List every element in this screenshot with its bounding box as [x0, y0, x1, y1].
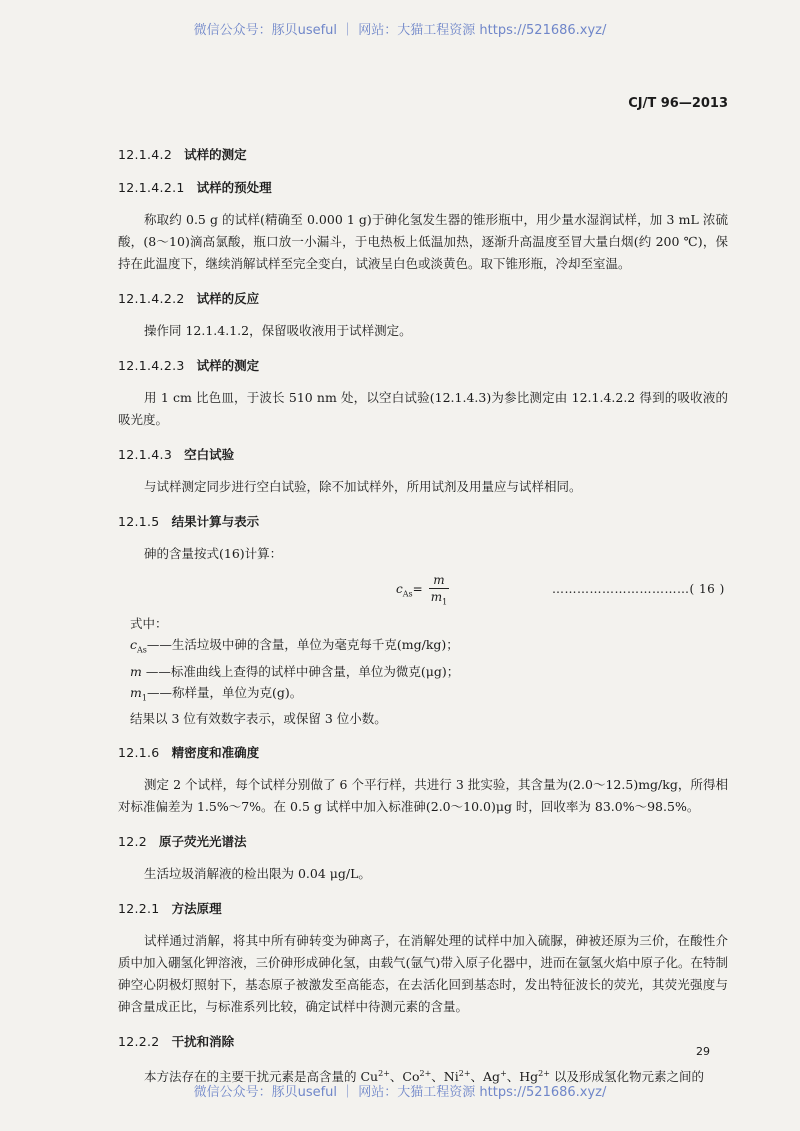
section-number: 12.1.6: [118, 745, 160, 760]
ion-ag: 、Ag: [470, 1069, 501, 1085]
watermark-top: 微信公众号：豚贝useful ｜ 网站：大猫工程资源 https://521686.xyz/: [193, 23, 607, 38]
paragraph-measurement: 用 1 cm 比色皿，于波长 510 nm 处，以空白试验(12.1.4.3)为参比测定由 12.1.4.2.2 得到的吸收液的吸光度。: [118, 390, 728, 427]
paragraph-precision: 测定 2 个试样，每个试样分别做了 6 个平行样，共进行 3 批实验，其含量为(2.0～12.5)mg/kg，所得相对标准偏差为 1.5%～7%。在 0.5 g 试样中加入标准砷(2.0～10.0)μg 时，回收率为 83.0%～98.5%。: [118, 777, 728, 814]
where-item: [118, 661, 728, 682]
heading-12-2: [118, 833, 728, 851]
section-number: 12.1.4.2.1: [118, 180, 185, 195]
section-title: 试样的预处理: [196, 180, 272, 195]
where-text: ——标准曲线上查得的试样中砷含量，单位为微克(μg)；: [141, 663, 460, 679]
where-title: 式中：: [130, 616, 168, 631]
heading-12-1-4-2: [118, 146, 728, 164]
where-item: [118, 682, 728, 709]
where-subscript: As: [137, 645, 147, 655]
section-number: 12.1.5: [118, 514, 160, 529]
eq-denominator-subscript: 1: [442, 597, 448, 607]
section-number: 12.2: [118, 834, 148, 849]
page-content: [118, 146, 728, 1088]
heading-12-1-4-3: [118, 446, 728, 464]
standard-code: CJ/T 96—2013: [628, 96, 728, 111]
ion-charge: 2+: [538, 1069, 550, 1078]
section-title: 干扰和消除: [171, 1034, 235, 1049]
heading-12-1-6: [118, 744, 728, 762]
page-number: 29: [696, 1045, 710, 1058]
interference-text-start: 本方法存在的主要干扰元素是高含量的: [144, 1069, 361, 1085]
where-symbol: m: [130, 663, 142, 679]
heading-12-1-5: [118, 513, 728, 531]
equation-16: [118, 573, 728, 613]
ion-charge: +: [500, 1069, 507, 1078]
equation-lhs: [396, 582, 423, 598]
paragraph-result-format: 结果以 3 位有效数字表示，或保留 3 位小数。: [130, 711, 387, 726]
eq-numerator: m: [433, 573, 445, 587]
watermark-bottom: 微信公众号：豚贝useful ｜ 网站：大猫工程资源 https://521686.xyz/: [193, 1085, 607, 1100]
section-title: 精密度和准确度: [171, 745, 260, 760]
paragraph-reaction: 操作同 12.1.4.1.2，保留吸收液用于试样测定。: [144, 323, 412, 338]
section-number: 12.1.4.2: [118, 147, 173, 162]
section-number: 12.1.4.3: [118, 447, 173, 462]
ion-charge: 2+: [378, 1069, 390, 1078]
fraction-bar: [429, 588, 449, 589]
eq-symbol-c: c: [396, 582, 403, 596]
heading-12-2-2: [118, 1033, 728, 1051]
equation-fraction: [429, 573, 449, 606]
section-number: 12.1.4.2.3: [118, 358, 185, 373]
where-text: ——称样量，单位为克(g)。: [146, 684, 303, 700]
ion-co: 、Co: [389, 1069, 420, 1085]
interference-text-end: 以及形成氢化物元素之间的: [549, 1069, 704, 1085]
paragraph-formula-intro: 砷的含量按式(16)计算：: [144, 546, 283, 561]
ion-ni: 、Ni: [431, 1069, 459, 1085]
where-symbol: c: [130, 637, 138, 652]
section-title: 试样的测定: [184, 147, 247, 162]
heading-12-1-4-2-3: [118, 357, 728, 375]
section-number: 12.1.4.2.2: [118, 291, 185, 306]
ion-hg: 、Hg: [506, 1069, 539, 1085]
section-number: 12.2.2: [118, 1034, 160, 1049]
paragraph-pretreatment: 称取约 0.5 g 的试样(精确至 0.000 1 g)于砷化氢发生器的锥形瓶中，用少量水湿润试样，加 3 mL 浓硫酸，(8～10)滴高氯酸，瓶口放一小漏斗，于电热板上低温加热，逐渐升高温度至冒大量白烟(约 200 ℃)，保持在此温度下，继续消解试样至完全变白，试液呈白色或淡黄色。取下锥形瓶，冷却至室温。: [118, 212, 728, 271]
eq-denominator-symbol: m: [430, 590, 443, 604]
heading-12-1-4-2-2: [118, 290, 728, 308]
paragraph-principle: 试样通过消解，将其中所有砷转变为砷离子，在消解处理的试样中加入硫脲，砷被还原为三价，在酸性介质中加入硼氢化钾溶液，三价砷形成砷化氢，由载气(氩气)带入原子化器中，进而在氩氢火焰中原子化。在特制砷空心阴极灯照射下，基态原子被激发至高能态，在去活化回到基态时，发出特征波长的荧光，其荧光强度与砷含量成正比，与标准系列比较，确定试样中待测元素的含量。: [118, 933, 728, 1014]
ion-charge: 2+: [419, 1069, 432, 1078]
ion-cu: Cu: [360, 1069, 379, 1085]
section-number: 12.2.1: [118, 901, 160, 916]
section-title: 原子荧光光谱法: [159, 834, 247, 849]
paragraph-detection-limit: 生活垃圾消解液的检出限为 0.04 μg/L。: [144, 866, 371, 881]
eq-equals: =: [412, 582, 423, 596]
ion-charge: 2+: [458, 1069, 471, 1078]
where-item: [118, 634, 728, 661]
section-title: 方法原理: [171, 901, 222, 916]
eq-denominator: [430, 590, 448, 607]
equation-number: ……………………………( 16 ): [552, 582, 725, 596]
where-subscript: 1: [141, 693, 147, 702]
paragraph-blank-test: 与试样测定同步进行空白试验，除不加试样外，所用试剂及用量应与试样相同。: [144, 479, 582, 494]
where-symbol: m: [130, 684, 142, 700]
heading-12-1-4-2-1: [118, 179, 728, 197]
section-title: 试样的测定: [196, 358, 260, 373]
heading-12-2-1: [118, 900, 728, 918]
section-title: 空白试验: [184, 447, 235, 462]
section-title: 结果计算与表示: [171, 514, 260, 529]
section-title: 试样的反应: [196, 291, 260, 306]
where-text: ——生活垃圾中砷的含量，单位为毫克每千克(mg/kg)；: [146, 637, 459, 652]
eq-subscript: As: [402, 589, 413, 599]
